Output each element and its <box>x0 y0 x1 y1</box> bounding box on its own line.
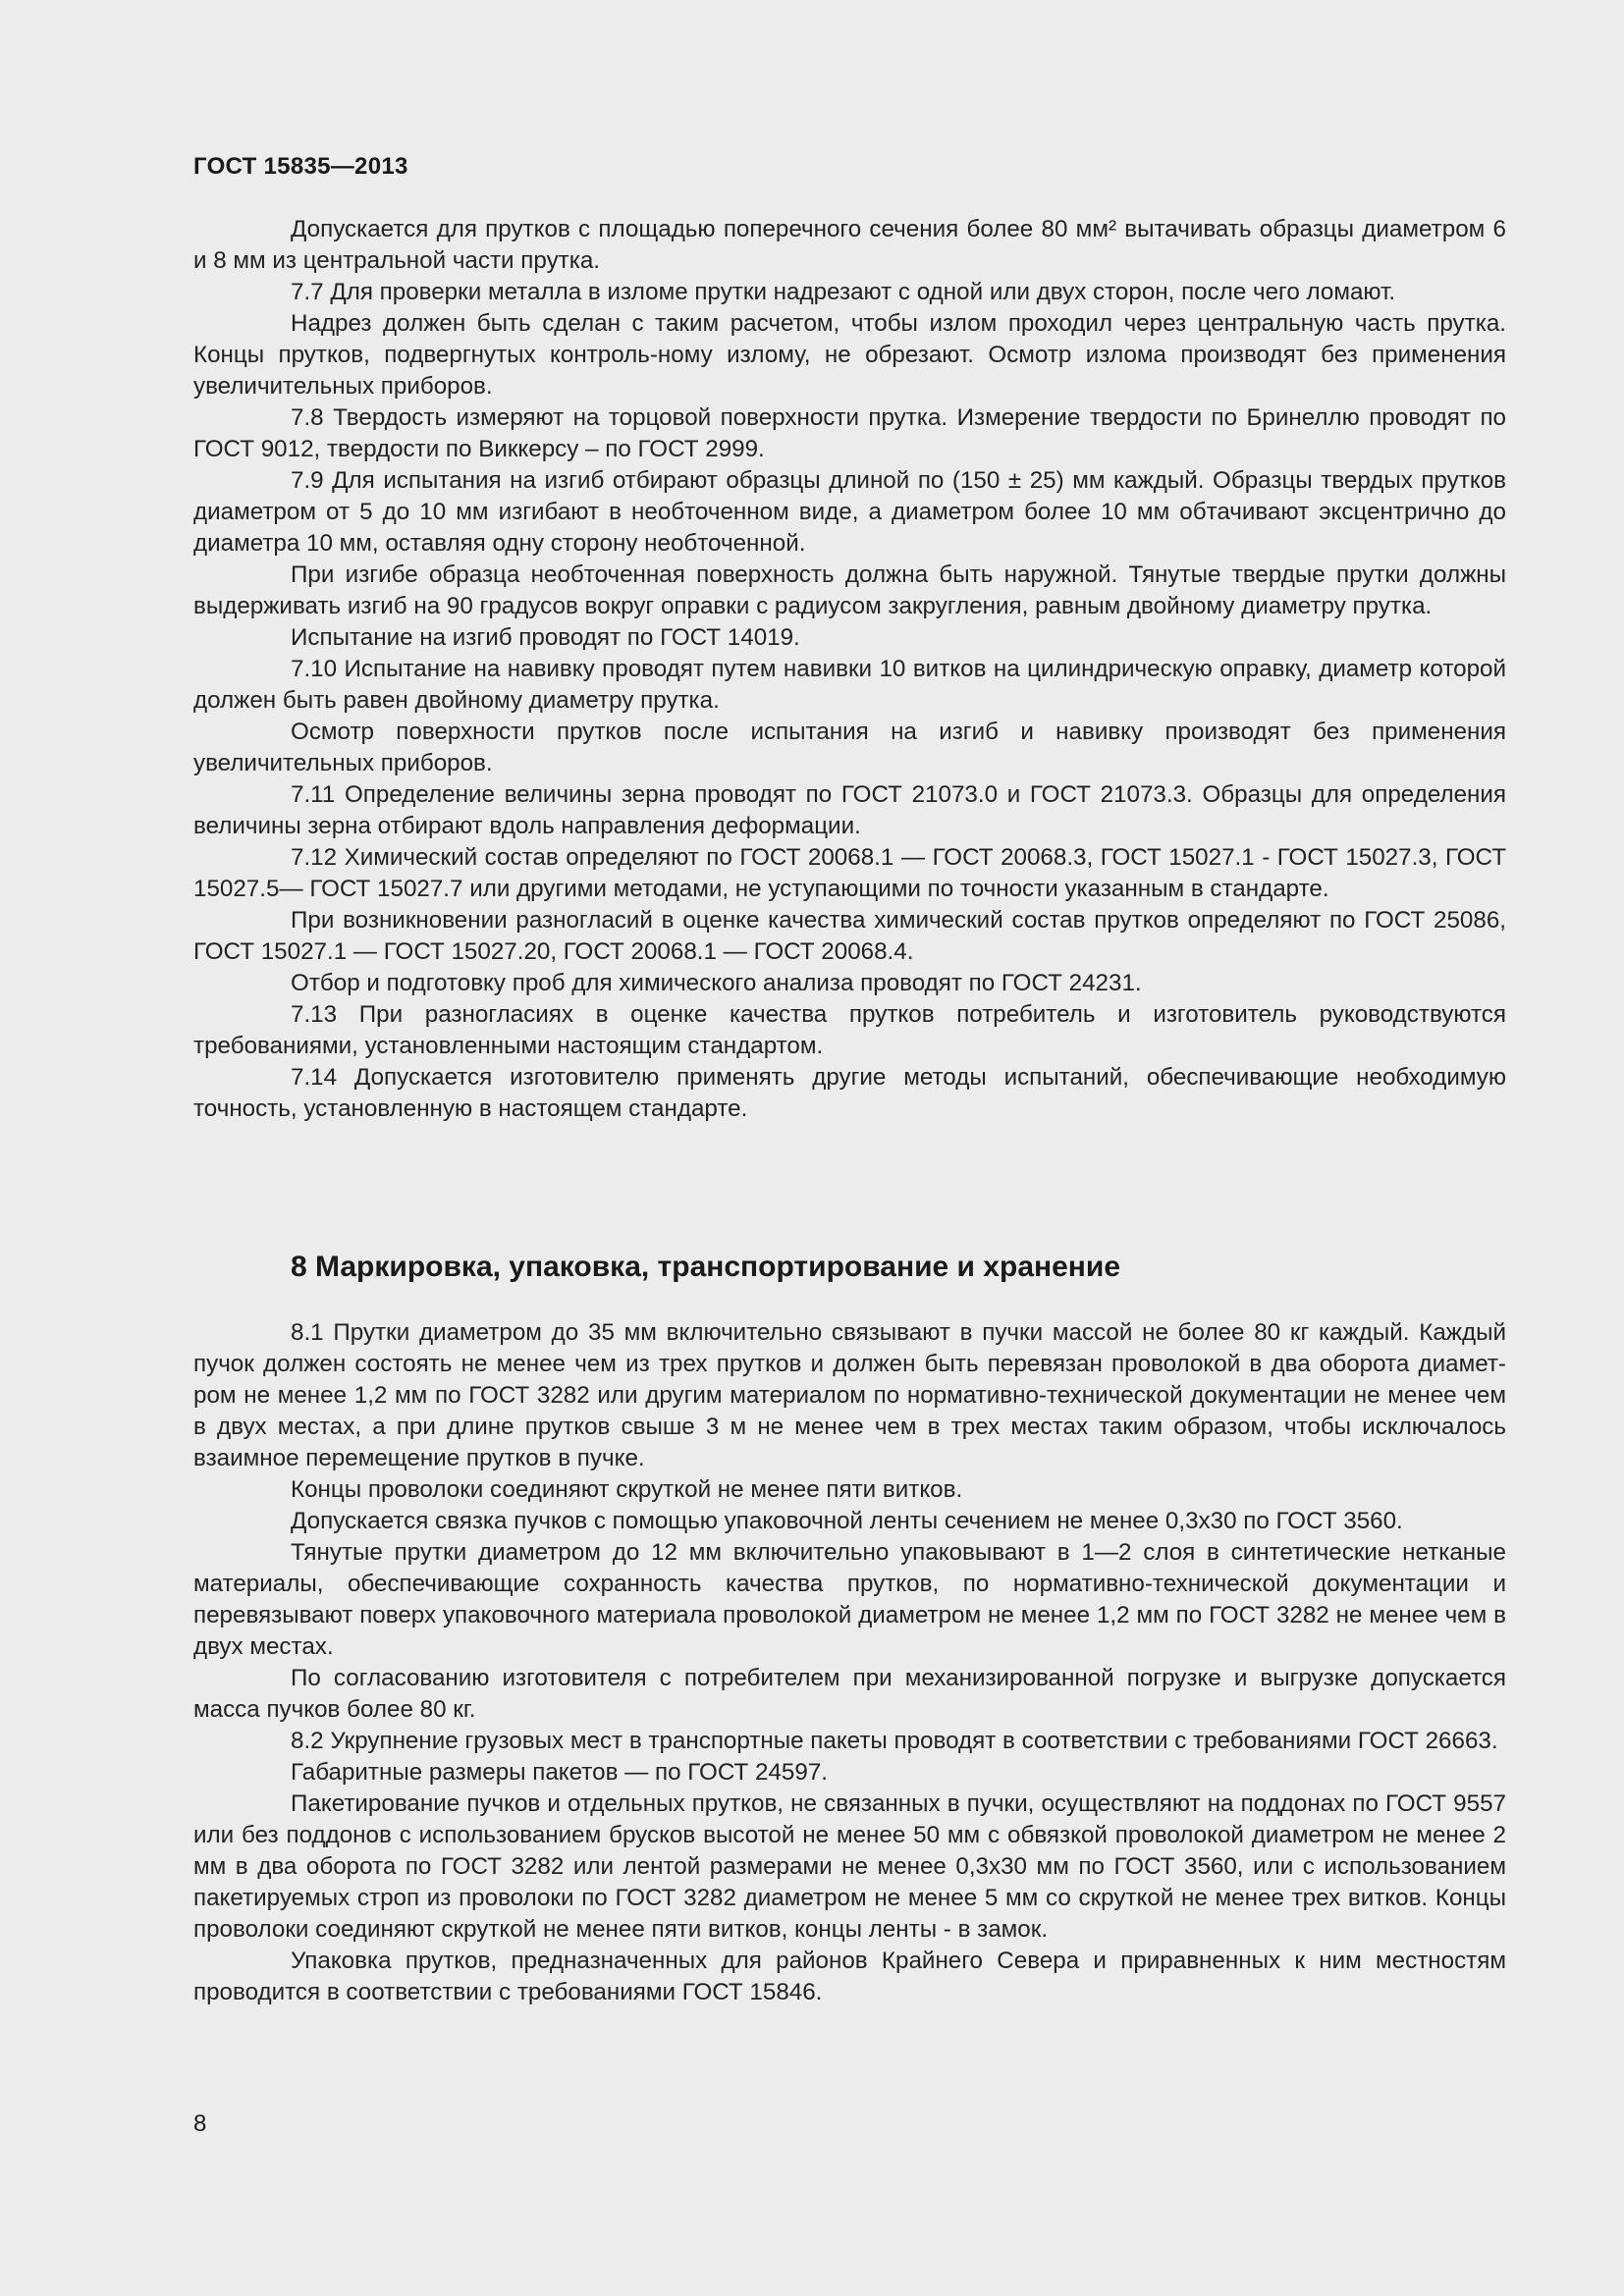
paragraph: 7.12 Химический состав определяют по ГОСТ 20068.1 — ГОСТ 20068.3, ГОСТ 15027.1 - ГОСТ 15027.3, ГОСТ 15027.5— ГОСТ 15027.7 или другими методами, не уступающими по точности указанным в стандарте. <box>193 844 1506 902</box>
paragraph: Отбор и подготовку проб для химического анализа проводят по ГОСТ 24231. <box>291 970 1142 996</box>
paragraph: 7.11 Определение величины зерна проводят по ГОСТ 21073.0 и ГОСТ 21073.3. Образцы для определения величины зерна отбирают вдоль направления деформации. <box>193 781 1506 839</box>
paragraph: При возникновении разногласий в оценке качества химический состав прутков определяют по ГОСТ 25086, ГОСТ 15027.1 — ГОСТ 15027.20, ГОСТ 20068.1 — ГОСТ 20068.4. <box>193 907 1506 965</box>
paragraph: 7.7 Для проверки металла в изломе прутки надрезают с одной или двух сторон, после чего ломают. <box>291 279 1396 305</box>
paragraph: 7.8 Твердость измеряют на торцовой поверхности прутка. Измерение твердости по Бринеллю проводят по ГОСТ 9012, твердости по Виккерсу – по ГОСТ 2999. <box>193 404 1506 462</box>
paragraph: Допускается для прутков с площадью поперечного сечения более 80 мм² вытачивать образцы диаметром 6 и 8 мм из центральной части прутка. <box>193 216 1506 274</box>
section-8-text <box>193 1317 1506 2008</box>
section-7-text <box>193 214 1506 1125</box>
paragraph: При изгибе образца необточенная поверхность должна быть наружной. Тянутые твердые прутки должны выдерживать изгиб на 90 градусов вокруг оправки с радиусом закругления, равным двойному диаметру прутка. <box>193 561 1506 619</box>
paragraph: Пакетирование пучков и отдельных прутков, не связанных в пучки, осуществляют на поддонах по ГОСТ 9557 или без поддонов с использованием брусков высотой не менее 50 мм с обвязкой проволокой диаметром не менее 2 мм в два оборота по ГОСТ 3282 или лентой размерами не менее 0,3х30 мм по ГОСТ 3560, или с использованием пакетируемых строп из проволоки по ГОСТ 3282 диаметром не менее 5 мм со скруткой не менее трех витков. Концы проволоки соединяют скруткой не менее пяти витков, концы ленты - в замок. <box>193 1790 1506 1943</box>
paragraph: Габаритные размеры пакетов — по ГОСТ 24597. <box>291 1759 829 1786</box>
paragraph: Допускается связка пучков с помощью упаковочной ленты сечением не менее 0,3х30 по ГОСТ 3560. <box>291 1508 1403 1534</box>
document-header: ГОСТ 15835—2013 <box>193 153 408 180</box>
paragraph: 7.10 Испытание на навивку проводят путем навивки 10 витков на цилиндрическую оправку, диаметр которой должен быть равен двойному диаметру прутка. <box>193 656 1506 714</box>
paragraph: Тянутые прутки диаметром до 12 мм включительно упаковывают в 1—2 слоя в синтетические нетканые материалы, обеспечивающие сохранность качества прутков, по нормативно-технической документации и перевязывают поверх упаковочного материала проволокой диаметром не менее 1,2 мм по ГОСТ 3282 не менее чем в двух местах. <box>193 1539 1506 1660</box>
paragraph: Концы проволоки соединяют скруткой не менее пяти витков. <box>291 1476 963 1503</box>
page-number: 8 <box>193 2110 207 2137</box>
paragraph: Надрез должен быть сделан с таким расчетом, чтобы излом проходил через центральную часть прутка. Концы прутков, подвергнутых контроль-ному излому, не обрезают. Осмотр излома производят без применения увеличительных приборов. <box>193 310 1506 400</box>
paragraph: 8.1 Прутки диаметром до 35 мм включительно связывают в пучки массой не более 80 кг каждый. Каждый пучок должен состоять не менее чем из трех прутков и должен быть перевязан проволокой в два оборота диамет-ром не менее 1,2 мм по ГОСТ 3282 или другим материалом по нормативно-технической документации не менее чем в двух местах, а при длине прутков свыше 3 м не менее чем в трех местах таким образом, чтобы исключалось взаимное перемещение прутков в пучке. <box>193 1319 1506 1471</box>
section-heading: 8 Маркировка, упаковка, транспортирование и хранение <box>291 1251 1121 1283</box>
paragraph: 8.2 Укрупнение грузовых мест в транспортные пакеты проводят в соответствии с требованиями ГОСТ 26663. <box>291 1728 1498 1754</box>
paragraph: Испытание на изгиб проводят по ГОСТ 14019. <box>291 624 800 651</box>
paragraph: 7.14 Допускается изготовителю применять другие методы испытаний, обеспечивающие необходимую точность, установленную в настоящем стандарте. <box>193 1064 1506 1122</box>
paragraph: По согласованию изготовителя с потребителем при механизированной погрузке и выгрузке допускается масса пучков более 80 кг. <box>193 1665 1506 1723</box>
paragraph: 7.13 При разногласиях в оценке качества прутков потребитель и изготовитель руководствуются требованиями, установленными настоящим стандартом. <box>193 1001 1506 1059</box>
paragraph: 7.9 Для испытания на изгиб отбирают образцы длиной по (150 ± 25) мм каждый. Образцы твердых прутков диаметром от 5 до 10 мм изгибают в необточенном виде, а диаметром более 10 мм обтачивают эксцентрично до диаметра 10 мм, оставляя одну сторону необточенной. <box>193 467 1506 557</box>
paragraph: Упаковка прутков, предназначенных для районов Крайнего Севера и приравненных к ним местностям проводится в соответствии с требованиями ГОСТ 15846. <box>193 1948 1506 2005</box>
paragraph: Осмотр поверхности прутков после испытания на изгиб и навивку производят без применения увеличительных приборов. <box>193 719 1506 776</box>
